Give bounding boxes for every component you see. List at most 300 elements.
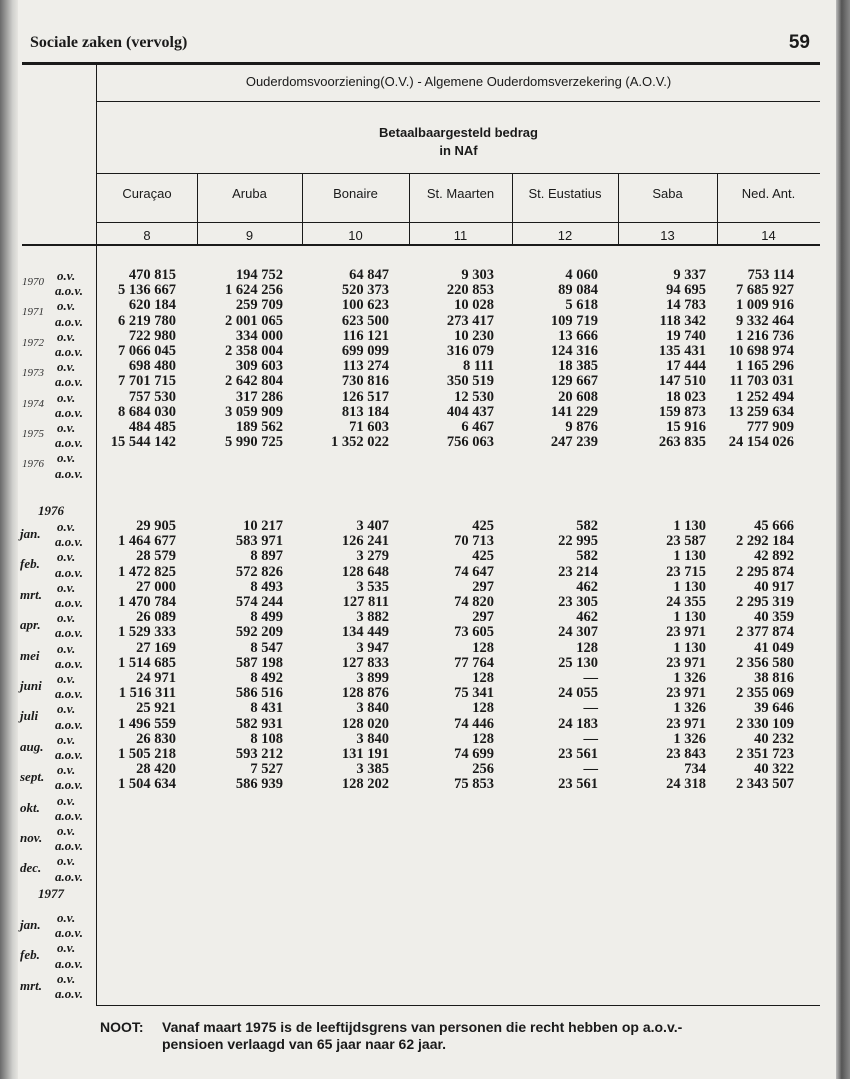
note-label: NOOT: — [100, 1019, 144, 1035]
column-header-4: St. Eustatius — [528, 186, 602, 201]
table-cell: 1 504 634 — [118, 776, 176, 793]
page-number: 59 — [788, 32, 810, 53]
table-cell: 23 305 — [558, 594, 598, 610]
row-type-label: a.o.v. — [55, 986, 84, 1001]
table-cell: 2 377 874 — [736, 624, 794, 641]
row-type-label: a.o.v. — [55, 283, 84, 299]
table-cell: 116 121 — [342, 327, 389, 344]
table-cell: 1 130 — [673, 518, 706, 534]
column-divider — [197, 174, 198, 244]
table-cell: 128 202 — [341, 776, 389, 793]
table-cell: 28 420 — [136, 761, 176, 778]
table-cell: 813 184 — [341, 403, 389, 420]
table-cell: 1 326 — [673, 700, 706, 717]
table-cell: 350 519 — [446, 373, 494, 390]
row-type-label: o.v. — [57, 910, 76, 925]
row-group-label: aug. — [20, 738, 44, 754]
table-cell: 316 079 — [446, 343, 494, 359]
table-cell: 256 — [472, 761, 494, 778]
row-group-label: 1976 — [22, 458, 44, 471]
table-cell: 470 815 — [128, 267, 176, 283]
table-cell: 89 084 — [558, 282, 598, 299]
table-cell: 8 108 — [250, 730, 283, 747]
table-cell: 23 214 — [558, 563, 598, 580]
table-cell: 587 198 — [235, 654, 283, 671]
table-cell: 1 130 — [673, 548, 706, 565]
table-cell: 134 449 — [341, 624, 389, 641]
header-bottom-rule — [22, 244, 820, 246]
table-cell: 462 — [576, 609, 598, 626]
row-type-label: a.o.v. — [55, 868, 84, 884]
table-cell: 131 191 — [341, 746, 389, 762]
subtitle-rule — [97, 173, 820, 174]
note-line2: pensioen verlaagd van 65 jaar naar 62 jaar. — [162, 1036, 447, 1052]
row-group-label: 1974 — [22, 397, 44, 410]
table-cell: 9 337 — [673, 267, 706, 283]
table-cell: 75 341 — [454, 685, 494, 702]
row-type-label: a.o.v. — [55, 595, 84, 610]
section-heading-1977: 1977 — [38, 886, 64, 901]
row-type-label: o.v. — [57, 762, 76, 778]
footnote — [100, 1019, 682, 1053]
table-cell: 23 971 — [666, 685, 706, 702]
table-cell: 194 752 — [235, 267, 283, 283]
table-cell: 9 303 — [461, 267, 494, 283]
table-cell: 1 505 218 — [118, 746, 176, 762]
column-header-rule — [97, 222, 820, 223]
note-line1: Vanaf maart 1975 is de leeftijdsgrens van personen die recht hebben op a.o.v.- — [162, 1019, 683, 1035]
column-header-0: Curaçao — [122, 186, 172, 201]
table-cell: 1 464 677 — [118, 533, 176, 550]
table-cell: 3 947 — [356, 639, 389, 656]
table-cell: 128 876 — [341, 685, 389, 702]
table-title: Ouderdomsvoorziening(O.V.) - Algemene Ouderdomsverzekering (A.O.V.) — [245, 74, 672, 89]
row-type-label: o.v. — [57, 420, 76, 435]
table-cell: 1 326 — [673, 730, 706, 747]
table-cell: 4 060 — [565, 267, 598, 283]
table-cell: 9 332 464 — [736, 312, 794, 329]
table-cell: 582 931 — [235, 715, 283, 732]
table-cell: 3 882 — [356, 609, 389, 626]
row-group-label: juli — [20, 708, 39, 724]
row-type-label: a.o.v. — [55, 686, 84, 702]
table-cell: 7 701 715 — [118, 373, 176, 390]
table-cell: 118 342 — [659, 312, 706, 329]
section-heading-1976: 1976 — [38, 503, 64, 518]
row-type-label: o.v. — [57, 268, 76, 283]
row-type-label: a.o.v. — [55, 838, 84, 854]
table-cell: 583 971 — [235, 533, 283, 550]
table-cell: 756 063 — [446, 434, 494, 451]
table-cell: 74 820 — [454, 594, 494, 610]
table-cell: 1 529 333 — [118, 624, 176, 641]
table-cell: 18 385 — [558, 358, 598, 375]
row-group-label: mrt. — [20, 586, 43, 602]
column-header-5: Saba — [652, 186, 683, 201]
table-cell: 8 431 — [250, 700, 283, 717]
table-cell: 2 001 065 — [225, 312, 283, 329]
table-cell: 2 358 004 — [225, 343, 283, 359]
row-type-label: o.v. — [57, 298, 76, 314]
table-cell: 19 740 — [666, 327, 706, 344]
table-cell: 1 496 559 — [118, 715, 176, 732]
table-cell: 2 292 184 — [736, 533, 794, 550]
table-cell: 730 816 — [341, 373, 389, 390]
row-type-label: a.o.v. — [55, 747, 84, 762]
table-cell: 70 713 — [454, 533, 494, 550]
table-cell: 8 499 — [250, 609, 283, 626]
table-cell: 1 130 — [673, 609, 706, 626]
table-cell: 14 783 — [666, 297, 706, 314]
table-cell: 6 467 — [461, 419, 494, 435]
table-cell: 27 000 — [136, 578, 176, 595]
table-cell: 25 921 — [136, 700, 176, 717]
table-cell: 141 229 — [550, 403, 598, 420]
table-cell: 273 417 — [446, 312, 494, 329]
table-cell: 734 — [684, 761, 706, 778]
table-cell: 404 437 — [446, 403, 494, 420]
table-cell: 189 562 — [235, 419, 283, 435]
table-cell: 5 990 725 — [225, 434, 283, 451]
table-cell: 10 028 — [454, 297, 494, 314]
row-type-label: o.v. — [57, 792, 76, 808]
column-divider — [409, 174, 410, 244]
row-group-label: mei — [20, 647, 40, 663]
table-cell: 11 703 031 — [729, 373, 794, 390]
row-type-label: a.o.v. — [55, 313, 84, 329]
table-cell: 623 500 — [341, 312, 389, 329]
column-number-1: 9 — [245, 228, 254, 243]
table-cell: 128 020 — [341, 715, 389, 732]
table-cell: 2 330 109 — [736, 715, 794, 732]
table-cell: 27 169 — [136, 639, 176, 656]
subtitle-line2: in NAf — [439, 143, 478, 158]
table-cell: 41 049 — [754, 639, 794, 656]
table-cell: 334 000 — [235, 327, 283, 344]
table-cell: 126 517 — [341, 388, 389, 405]
table-cell: 74 647 — [454, 563, 494, 580]
column-number-5: 13 — [660, 228, 675, 243]
table-cell: 2 295 874 — [736, 563, 794, 580]
table-cell: 24 307 — [558, 624, 598, 641]
row-type-label: a.o.v. — [55, 465, 84, 481]
table-cell: 128 — [472, 700, 494, 717]
table-cell: 23 971 — [666, 654, 706, 671]
table-cell: 2 343 507 — [736, 776, 794, 793]
table-cell: 2 295 319 — [736, 594, 794, 610]
table-cell: 586 939 — [235, 776, 283, 793]
row-group-label: okt. — [20, 799, 40, 815]
table-cell: 586 516 — [235, 685, 283, 702]
table-cell: 8 492 — [250, 670, 283, 686]
table-cell: 71 603 — [349, 419, 389, 435]
table-cell: 8 547 — [250, 639, 283, 656]
row-group-label: mrt. — [20, 977, 43, 993]
row-type-label: a.o.v. — [55, 435, 84, 451]
table-cell: 8 684 030 — [118, 403, 176, 420]
table-cell: 147 510 — [658, 373, 706, 390]
table-cell: 1 216 736 — [736, 327, 794, 344]
row-type-label: o.v. — [57, 549, 76, 565]
table-cell: 24 318 — [666, 776, 706, 793]
table-cell: 40 917 — [754, 578, 794, 595]
row-type-label: o.v. — [57, 359, 76, 375]
table-cell: 757 530 — [128, 388, 176, 405]
column-divider — [302, 174, 303, 244]
table-cell: 22 995 — [558, 533, 598, 550]
table-cell: 699 099 — [341, 343, 389, 359]
row-type-label: a.o.v. — [55, 925, 84, 941]
table-cell: 29 905 — [136, 518, 176, 534]
table-cell: 23 971 — [666, 715, 706, 732]
table-cell: 1 252 494 — [736, 388, 794, 405]
table-cell: 12 530 — [454, 388, 494, 405]
table-cell: 124 316 — [550, 343, 598, 359]
table-cell: 25 130 — [558, 654, 598, 671]
table-cell: 159 873 — [658, 403, 706, 420]
table-cell: 113 274 — [342, 358, 389, 375]
table-cell: 135 431 — [658, 343, 706, 359]
table-cell: 15 916 — [666, 419, 706, 435]
table-cell: 777 909 — [746, 419, 794, 435]
table-cell: 127 833 — [341, 654, 389, 671]
table-cell: — — [583, 730, 598, 747]
table-cell: 2 642 804 — [225, 373, 283, 390]
table-cell: 8 493 — [250, 578, 283, 595]
page-left-edge — [0, 0, 18, 1079]
table-cell: 7 527 — [250, 761, 283, 778]
table-cell: 7 685 927 — [736, 282, 794, 299]
table-cell: 26 830 — [136, 730, 176, 747]
table-cell: 582 — [576, 548, 598, 565]
table-cell: 317 286 — [235, 388, 283, 405]
section-title: Sociale zaken (vervolg) — [30, 34, 188, 51]
table-cell: 40 322 — [754, 761, 794, 778]
table-cell: 20 608 — [558, 388, 598, 405]
table-cell: 259 709 — [235, 297, 283, 314]
table-cell: — — [583, 761, 598, 778]
table-cell: 128 648 — [341, 563, 389, 580]
table-cell: 24 154 026 — [728, 434, 794, 451]
table-cell: 40 359 — [754, 609, 794, 626]
column-header-2: Bonaire — [333, 186, 378, 201]
row-type-label: o.v. — [57, 328, 76, 344]
row-type-label: o.v. — [57, 940, 76, 956]
table-cell: 24 355 — [666, 594, 706, 610]
table-cell: 1 352 022 — [331, 434, 389, 451]
table-cell: 698 480 — [128, 358, 176, 375]
table-cell: 8 111 — [462, 358, 494, 375]
row-type-label: a.o.v. — [55, 807, 84, 823]
row-type-label: o.v. — [57, 853, 76, 869]
column-number-2: 10 — [348, 228, 363, 243]
row-type-label: a.o.v. — [55, 564, 84, 580]
row-group-label: nov. — [20, 830, 43, 845]
table-cell: 593 212 — [235, 746, 283, 762]
table-cell: 128 — [472, 730, 494, 747]
row-group-label: 1970 — [22, 276, 44, 288]
table-cell: 5 618 — [565, 297, 598, 314]
page-binding — [836, 0, 850, 1079]
table-cell: 582 — [576, 518, 598, 534]
table-cell: 520 373 — [341, 282, 389, 299]
table-cell: 722 980 — [128, 327, 176, 344]
table-cell: 77 764 — [454, 654, 494, 671]
row-type-label: o.v. — [57, 823, 76, 838]
table-cell: 1 165 296 — [736, 358, 794, 375]
row-type-label: o.v. — [57, 701, 76, 717]
table-cell: 3 535 — [356, 578, 389, 595]
row-type-label: a.o.v. — [55, 534, 84, 550]
table-cell: 23 561 — [558, 746, 598, 762]
table-cell: 1 130 — [673, 578, 706, 595]
table-cell: 17 444 — [666, 358, 706, 375]
column-divider — [618, 174, 619, 244]
row-group-label: apr. — [20, 617, 41, 633]
table-cell: 40 232 — [754, 730, 794, 747]
column-number-0: 8 — [143, 228, 151, 243]
table-cell: 23 715 — [666, 563, 706, 580]
row-type-label: a.o.v. — [55, 374, 84, 390]
row-group-label: feb. — [20, 947, 40, 963]
row-type-label: a.o.v. — [55, 955, 84, 971]
table-cell: 2 355 069 — [736, 685, 794, 702]
row-group-label: sept. — [20, 769, 45, 785]
table-cell: 94 695 — [666, 282, 706, 299]
row-type-label: a.o.v. — [55, 655, 84, 671]
column-number-6: 14 — [761, 228, 776, 243]
row-type-label: a.o.v. — [55, 716, 84, 732]
table-cell: 26 089 — [136, 609, 176, 626]
table-cell: 129 667 — [550, 373, 598, 390]
table-cell: 574 244 — [235, 594, 283, 610]
table-cell: 3 899 — [356, 670, 389, 686]
column-header-3: St. Maarten — [426, 186, 495, 201]
table-cell: 8 897 — [250, 548, 283, 565]
table-cell: 5 136 667 — [118, 282, 176, 299]
table-cell: 75 853 — [454, 776, 494, 793]
table-cell: 100 623 — [341, 297, 389, 314]
table-cell: 462 — [576, 578, 598, 595]
table-cell: 753 114 — [747, 267, 794, 283]
row-type-label: a.o.v. — [55, 777, 84, 793]
table-cell: 1 516 311 — [118, 685, 176, 702]
table-cell: 128 — [472, 670, 494, 686]
table-cell: 592 209 — [235, 624, 283, 641]
table-cell: 24 055 — [558, 685, 598, 702]
table-subtitle — [97, 124, 820, 160]
table-cell: 3 840 — [356, 730, 389, 747]
table-cell: — — [583, 700, 598, 717]
table-cell: 9 876 — [565, 419, 598, 435]
table-cell: 24 183 — [558, 715, 598, 732]
table-cell: 3 059 909 — [225, 403, 283, 420]
row-group-label: 1972 — [22, 336, 44, 349]
row-type-label: o.v. — [57, 640, 76, 656]
top-rule — [22, 62, 820, 65]
subtitle-line1: Betaalbaargesteld bedrag — [379, 125, 538, 140]
table-cell: 1 472 825 — [118, 563, 176, 580]
row-type-label: a.o.v. — [55, 625, 84, 641]
table-cell: 7 066 045 — [118, 343, 176, 359]
table-cell: 18 023 — [666, 388, 706, 405]
table-cell: 10 217 — [243, 518, 283, 534]
row-type-label: o.v. — [57, 671, 76, 686]
table-cell: 10 698 974 — [728, 343, 794, 359]
row-type-label: o.v. — [57, 970, 76, 986]
row-group-label: jan. — [20, 917, 41, 932]
title-rule — [97, 101, 820, 102]
table-cell: 10 230 — [454, 327, 494, 344]
table-cell: 220 853 — [446, 282, 494, 299]
table-cell: 28 579 — [136, 548, 176, 565]
table-cell: 1 326 — [673, 670, 706, 686]
table-cell: 484 485 — [128, 419, 176, 435]
row-type-label: a.o.v. — [55, 344, 84, 359]
row-type-label: o.v. — [57, 389, 76, 405]
table-cell: 247 239 — [550, 434, 598, 451]
table-cell: 1 009 916 — [736, 297, 794, 314]
row-group-label: 1973 — [22, 367, 44, 380]
table-cell: 23 971 — [666, 624, 706, 641]
table-cell: 425 — [472, 518, 494, 534]
table-cell: 23 561 — [558, 776, 598, 793]
table-cell: 127 811 — [342, 594, 389, 610]
row-type-label: o.v. — [57, 610, 76, 626]
table-cell: 109 719 — [550, 312, 598, 329]
table-cell: 64 847 — [349, 267, 389, 283]
column-header-1: Aruba — [232, 186, 267, 201]
row-group-label: feb. — [20, 556, 40, 572]
table-cell: 620 184 — [128, 297, 176, 314]
table-cell: 425 — [472, 548, 494, 565]
table-cell: 297 — [472, 578, 494, 595]
row-type-label: o.v. — [57, 450, 76, 466]
table-cell: 74 446 — [454, 715, 494, 732]
table-cell: 39 646 — [754, 700, 794, 717]
table-bottom-rule — [96, 1005, 820, 1006]
table-cell: 1 514 685 — [118, 654, 176, 671]
table-cell: 74 699 — [454, 746, 494, 762]
table-cell: 73 605 — [454, 624, 494, 641]
table-cell: 42 892 — [754, 548, 794, 565]
table-cell: 572 826 — [235, 563, 283, 580]
table-cell: 13 259 634 — [728, 403, 794, 420]
column-number-3: 11 — [453, 228, 468, 243]
table-cell: 45 666 — [754, 518, 794, 534]
table-cell: 23 843 — [666, 746, 706, 762]
table-cell: — — [583, 670, 598, 686]
row-type-label: o.v. — [57, 731, 76, 747]
table-cell: 13 666 — [558, 327, 598, 344]
row-type-label: o.v. — [57, 579, 76, 595]
table-cell: 6 219 780 — [118, 312, 176, 329]
row-group-label: jan. — [20, 526, 41, 541]
table-cell: 2 356 580 — [736, 654, 794, 671]
table-cell: 309 603 — [235, 358, 283, 375]
table-cell: 24 971 — [136, 670, 176, 686]
table-cell: 1 624 256 — [225, 282, 283, 299]
row-group-label: 1975 — [22, 428, 44, 440]
column-divider — [717, 174, 718, 244]
column-divider — [512, 174, 513, 244]
table-cell: 1 470 784 — [118, 594, 176, 610]
table-cell: 15 544 142 — [110, 434, 176, 451]
table-cell: 3 279 — [356, 548, 389, 565]
table-cell: 263 835 — [658, 434, 706, 451]
row-type-label: o.v. — [57, 519, 76, 534]
row-group-label: dec. — [20, 860, 42, 876]
